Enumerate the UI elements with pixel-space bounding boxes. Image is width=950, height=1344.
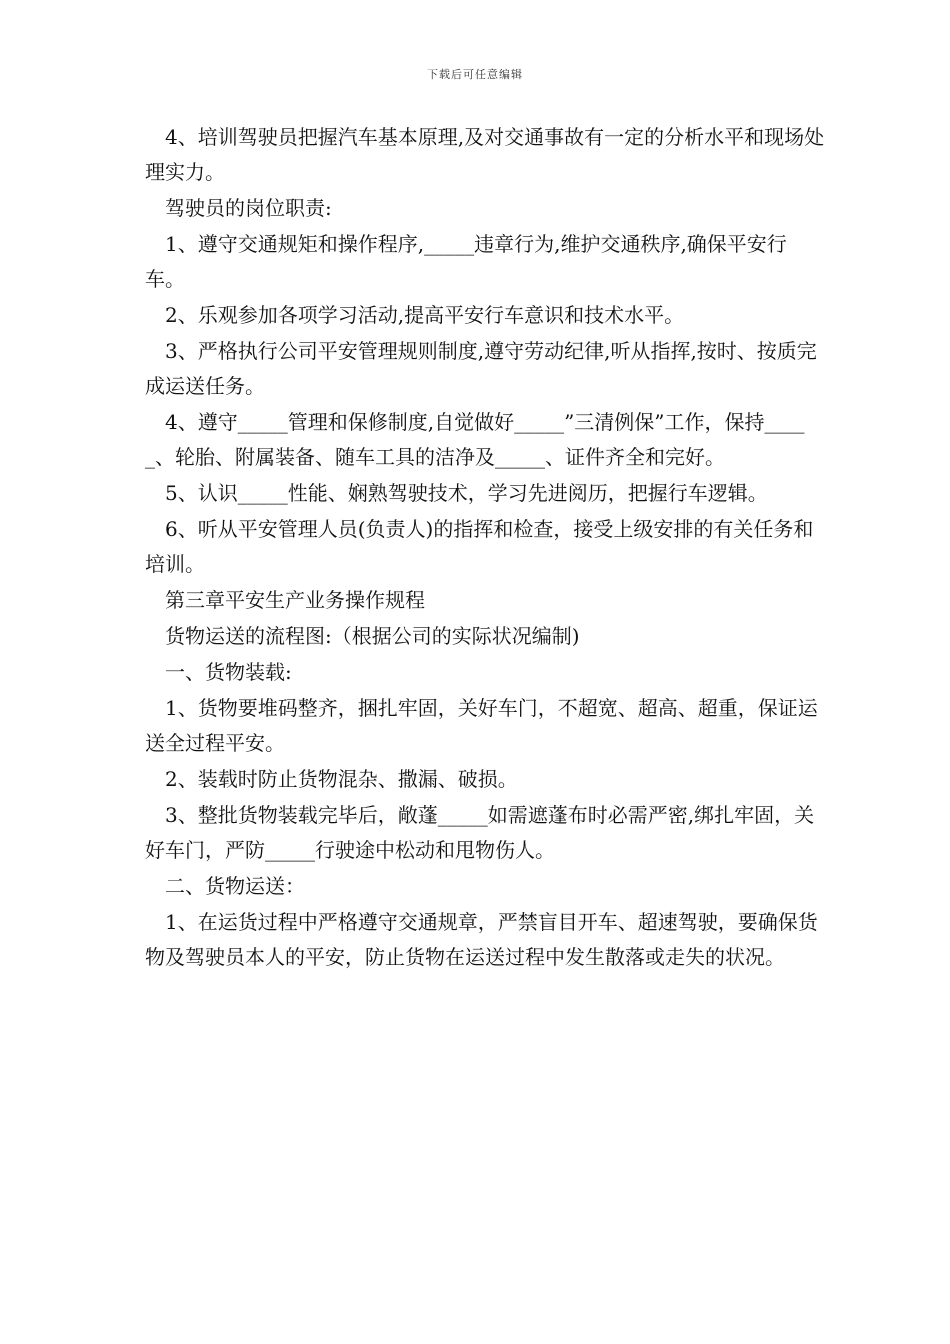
document-body <box>145 120 825 975</box>
chapter-three-heading: 第三章平安生产业务操作规程 <box>145 588 425 612</box>
paragraph-loading-2: 2、装载时防止货物混杂、撒漏、破损。 <box>145 767 518 791</box>
paragraph-duty-5: 5、认识_____性能、娴熟驾驶技术，学习先进阅历，把握行车逻辑。 <box>145 481 768 505</box>
paragraph-flowchart-note: 货物运送的流程图:（根据公司的实际状况编制) <box>145 624 580 648</box>
page-header: 下载后可任意编辑 <box>427 68 523 81</box>
paragraph-loading-1: 1、货物要堆码整齐，捆扎牢固，关好车门，不超宽、超高、超重，保证运送全过程平安。 <box>145 696 818 755</box>
paragraph-duty-3: 3、严格执行公司平安管理规则制度,遵守劳动纪律,听从指挥,按时、按质完成运送任务。 <box>145 339 817 398</box>
paragraph-duty-2: 2、乐观参加各项学习活动,提高平安行车意识和技术水平。 <box>145 303 685 327</box>
paragraph-duty-1: 1、遵守交通规矩和操作程序,_____违章行为,维护交通秩序,确保平安行车。 <box>145 232 787 291</box>
paragraph-training-item-4: 4、培训驾驶员把握汽车基本原理,及对交通事故有一定的分析水平和现场处理实力。 <box>145 125 825 184</box>
paragraph-duty-6: 6、听从平安管理人员(负责人)的指挥和检查，接受上级安排的有关任务和培训。 <box>145 517 814 576</box>
paragraph-transport-1: 1、在运货过程中严格遵守交通规章，严禁盲目开车、超速驾驶，要确保货物及驾驶员本人的平安，防止货物在运送过程中发生散落或走失的状况。 <box>145 910 818 969</box>
paragraph-duty-4: 4、遵守_____管理和保修制度,自觉做好_____”三清例保”工作，保持_____、轮胎、附属装备、随车工具的洁净及_____、证件齐全和完好。 <box>145 410 805 469</box>
paragraph-loading-3: 3、整批货物装载完毕后，敞蓬_____如需遮蓬布时必需严密,绑扎牢固，关好车门，严防_____行驶途中松动和甩物伤人。 <box>145 803 815 862</box>
section-cargo-transport-heading: 二、货物运送： <box>145 874 305 898</box>
paragraph-duties-heading: 驾驶员的岗位职责: <box>145 196 332 220</box>
section-cargo-loading-heading: 一、货物装载: <box>145 660 292 684</box>
